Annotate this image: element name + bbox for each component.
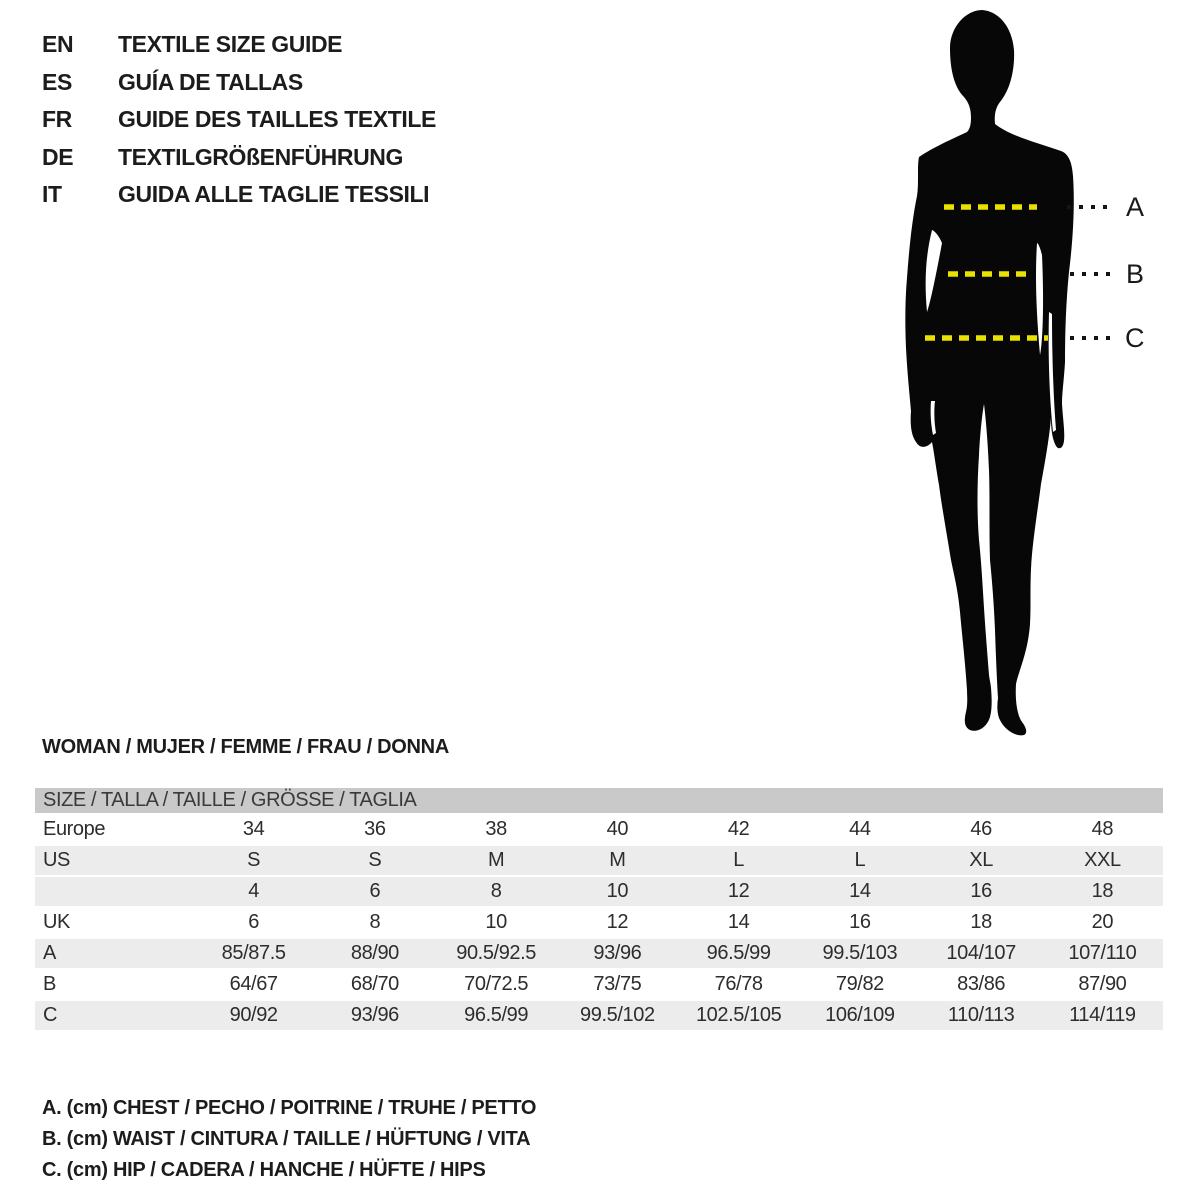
cell: 93/96 xyxy=(557,938,678,969)
cell: 16 xyxy=(799,907,920,938)
cell: 42 xyxy=(678,814,799,845)
cell: XXL xyxy=(1042,845,1163,876)
guide-title-en: TEXTILE SIZE GUIDE xyxy=(118,31,343,58)
guide-title-fr: GUIDE DES TAILLES TEXTILE xyxy=(118,106,436,133)
table-row-us-letters xyxy=(35,845,1163,876)
hip-label: C xyxy=(1125,323,1145,353)
row-label: B xyxy=(35,969,193,1000)
cell: 73/75 xyxy=(557,969,678,1000)
table-row-uk xyxy=(35,907,1163,938)
gender-section-title: WOMAN / MUJER / FEMME / FRAU / DONNA xyxy=(42,736,449,758)
lang-row-fr xyxy=(42,101,436,139)
table-row-waist xyxy=(35,969,1163,1000)
cell: 68/70 xyxy=(314,969,435,1000)
cell: 6 xyxy=(193,907,314,938)
language-code-en: EN xyxy=(42,31,74,58)
cell: 8 xyxy=(436,876,557,907)
cell: 114/119 xyxy=(1042,1000,1163,1031)
cell: 83/86 xyxy=(921,969,1042,1000)
cell: 99.5/102 xyxy=(557,1000,678,1031)
cell: 90.5/92.5 xyxy=(436,938,557,969)
cell: 87/90 xyxy=(1042,969,1163,1000)
waist-label: B xyxy=(1126,259,1145,289)
cell: 10 xyxy=(557,876,678,907)
cell: 12 xyxy=(557,907,678,938)
language-code-fr: FR xyxy=(42,106,72,133)
cell: 90/92 xyxy=(193,1000,314,1031)
lang-row-it xyxy=(42,176,436,214)
cell: 18 xyxy=(921,907,1042,938)
cell: S xyxy=(314,845,435,876)
cell: 70/72.5 xyxy=(436,969,557,1000)
legend-waist: B. (cm) WAIST / CINTURA / TAILLE / HÜFTUNG / VITA xyxy=(42,1128,531,1150)
cell: L xyxy=(678,845,799,876)
cell: 40 xyxy=(557,814,678,845)
cell: 104/107 xyxy=(921,938,1042,969)
cell: 18 xyxy=(1042,876,1163,907)
guide-title-de: TEXTILGRÖßENFÜHRUNG xyxy=(118,143,403,170)
chest-label: A xyxy=(1126,192,1145,222)
row-label: A xyxy=(35,938,193,969)
cell: 44 xyxy=(799,814,920,845)
size-table-header-row xyxy=(35,788,1163,814)
cell: 48 xyxy=(1042,814,1163,845)
cell: 110/113 xyxy=(921,1000,1042,1031)
cell: 106/109 xyxy=(799,1000,920,1031)
lang-row-es xyxy=(42,64,436,102)
cell: 76/78 xyxy=(678,969,799,1000)
guide-title-es: GUÍA DE TALLAS xyxy=(118,68,303,95)
cell: 96.5/99 xyxy=(678,938,799,969)
cell: 93/96 xyxy=(314,1000,435,1031)
row-label: UK xyxy=(35,907,193,938)
table-row-europe xyxy=(35,814,1163,845)
size-table xyxy=(35,788,1163,1032)
measurement-figure xyxy=(870,0,1170,745)
cell: 79/82 xyxy=(799,969,920,1000)
cell: 4 xyxy=(193,876,314,907)
cell: 14 xyxy=(799,876,920,907)
cell: 102.5/105 xyxy=(678,1000,799,1031)
guide-title-it: GUIDA ALLE TAGLIE TESSILI xyxy=(118,181,430,208)
cell: 36 xyxy=(314,814,435,845)
row-label xyxy=(35,876,193,907)
cell: 6 xyxy=(314,876,435,907)
cell: 16 xyxy=(921,876,1042,907)
measurement-legend xyxy=(42,1093,536,1186)
lang-row-de xyxy=(42,139,436,177)
cell: M xyxy=(436,845,557,876)
cell: 34 xyxy=(193,814,314,845)
legend-chest: A. (cm) CHEST / PECHO / POITRINE / TRUHE / PETTO xyxy=(42,1097,537,1119)
language-code-de: DE xyxy=(42,143,74,170)
cell: 14 xyxy=(678,907,799,938)
language-code-es: ES xyxy=(42,68,72,95)
cell: 96.5/99 xyxy=(436,1000,557,1031)
cell: 107/110 xyxy=(1042,938,1163,969)
cell: 12 xyxy=(678,876,799,907)
legend-hip: C. (cm) HIP / CADERA / HANCHE / HÜFTE / HIPS xyxy=(42,1159,486,1181)
lang-row-en xyxy=(42,26,436,64)
table-row-us-numbers xyxy=(35,876,1163,907)
table-row-hip xyxy=(35,1000,1163,1031)
cell: L xyxy=(799,845,920,876)
cell: 10 xyxy=(436,907,557,938)
cell: 8 xyxy=(314,907,435,938)
cell: 85/87.5 xyxy=(193,938,314,969)
row-label: US xyxy=(35,845,193,876)
cell: 88/90 xyxy=(314,938,435,969)
row-label: Europe xyxy=(35,814,193,845)
cell: M xyxy=(557,845,678,876)
size-table-header: SIZE / TALLA / TAILLE / GRÖSSE / TAGLIA xyxy=(35,788,1163,814)
cell: 20 xyxy=(1042,907,1163,938)
cell: XL xyxy=(921,845,1042,876)
cell: 64/67 xyxy=(193,969,314,1000)
woman-silhouette xyxy=(905,10,1073,735)
language-code-it: IT xyxy=(42,181,62,208)
cell: S xyxy=(193,845,314,876)
language-title-list xyxy=(42,26,436,214)
row-label: C xyxy=(35,1000,193,1031)
table-row-chest xyxy=(35,938,1163,969)
cell: 46 xyxy=(921,814,1042,845)
cell: 38 xyxy=(436,814,557,845)
cell: 99.5/103 xyxy=(799,938,920,969)
